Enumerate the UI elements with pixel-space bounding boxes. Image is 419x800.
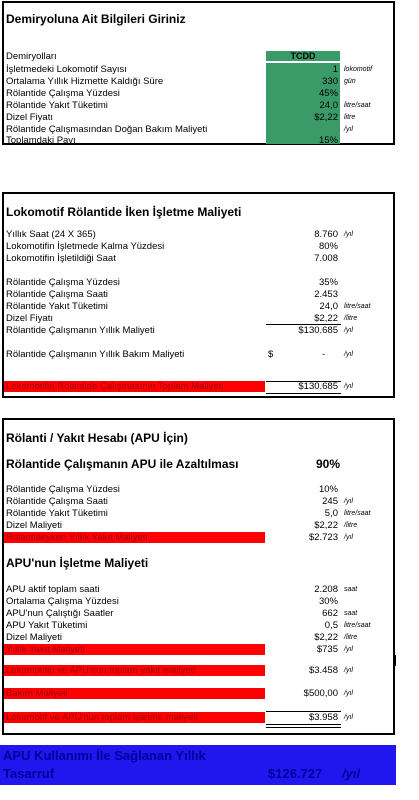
annual-maintenance-unit: /yıl (344, 351, 353, 358)
in-service-percent-value: 80% (318, 241, 338, 252)
annual-idle-cost-value: $130.685 (298, 325, 338, 336)
apu-diesel-cost-label: Dizel Maliyeti (6, 632, 62, 643)
diesel-price-unit: /litre (344, 315, 358, 322)
total-double-rule (266, 393, 341, 397)
in-service-percent-label: Lokomotifin İşletmede Kalma Yüzdesi (6, 241, 165, 252)
reduction-value: 90% (316, 457, 341, 471)
diesel-price-label: Dizel Fiyatı (6, 112, 53, 123)
idle-percent-label: Rölantide Çalışma Yüzdesi (6, 88, 120, 99)
diesel-cost-value: $2,22 (314, 520, 338, 531)
apu-avg-percent-label: Ortalama Çalışma Yüzdesi (6, 596, 119, 607)
apu-fuel-value: 0,5 (324, 620, 338, 631)
diesel-price-field[interactable]: $2,22 (314, 112, 338, 123)
idle-percent-field[interactable]: 45% (318, 88, 338, 99)
diesel-price-value: $2,22 (314, 313, 338, 324)
idle-fuel-value: 24,0 (319, 301, 338, 312)
locomotive-count-label: İşletmedeki Lokomotif Sayısı (6, 64, 127, 75)
apu-diesel-cost-value: $2,22 (314, 632, 338, 643)
idle-fuel-cost-label: Rölantideyken Yıllık Yakıt Maliyeti (6, 532, 148, 543)
operated-hours-label: Lokomotifin İşletildiği Saat (6, 253, 116, 264)
combined-fuel-label: Lokomotifin ve APU'nun toplam yakıt maliyeti (6, 665, 196, 676)
maintenance-value: $500,00 (303, 688, 338, 699)
idle-hours-value: 2.453 (314, 289, 338, 300)
annual-savings-banner (0, 745, 396, 785)
share-field[interactable]: 15% (318, 135, 338, 146)
idle-fuel-cost-unit: /yıl (344, 534, 353, 541)
apu-fuel-cost-unit: /yıl (344, 646, 353, 653)
railway-name-field[interactable]: TCDD (290, 51, 316, 61)
reduced-idle-fuel-unit: litre/saat (344, 510, 371, 517)
apu-run-hours-label: APU'nun Çalıştığı Saatler (6, 608, 114, 619)
idle-fuel-field[interactable]: 24,0 (319, 100, 338, 111)
apu-active-hours-unit: saat (344, 586, 358, 593)
section-title: Rölanti / Yakıt Hesabı (APU İçin) (6, 431, 188, 445)
apu-diesel-cost-unit: /litre (344, 634, 358, 641)
railway-label: Demiryolları (6, 51, 57, 62)
reduced-idle-fuel-label: Rölantide Yakıt Tüketimi (6, 508, 108, 519)
total-idle-cost-value: $130.685 (298, 381, 338, 392)
apu-fuel-cost-value: $735 (316, 644, 338, 655)
locomotive-count-unit: lokomotif (344, 66, 373, 73)
annual-maintenance-value: - (322, 349, 326, 360)
operated-hours-value: 7.008 (314, 253, 338, 264)
diesel-price-unit: litre (344, 114, 356, 121)
total-op-double-rule (266, 724, 341, 728)
idle-fuel-cost-value: $2.723 (308, 532, 338, 543)
reduced-idle-fuel-value: 5,0 (324, 508, 338, 519)
reduced-idle-percent-value: 10% (318, 484, 338, 495)
share-label: Toplamdaki Payı (6, 135, 76, 146)
apu-avg-percent-value: 30% (318, 596, 338, 607)
annual-hours-label: Yıllık Saat (24 X 365) (6, 229, 96, 240)
idle-percent-label: Rölantide Çalışma Yüzdesi (6, 277, 120, 288)
savings-title-line2: Tasarruf (3, 766, 55, 781)
idle-fuel-label: Rölantide Yakıt Tüketimi (6, 301, 108, 312)
maintenance-label: Bakım Maliyeti (6, 688, 68, 699)
reduced-idle-hours-label: Rölantide Çalışma Saati (6, 496, 108, 507)
combined-fuel-value: $3.458 (308, 665, 338, 676)
section-title: Demiryoluna Ait Bilgileri Giriniz (6, 12, 186, 26)
sheet-edge-mark (393, 655, 396, 666)
savings-value: $126.727 (268, 766, 323, 781)
reduced-idle-hours-unit: /yıl (344, 498, 353, 505)
savings-unit: /yıl (342, 766, 361, 781)
annual-maintenance-currency: $ (268, 349, 274, 360)
diesel-cost-unit: /litre (344, 522, 358, 529)
total-op-cost-label: Lokomotif ve APU'nun toplam işletme maliyeti (6, 712, 198, 723)
diesel-price-label: Dizel Fiyatı (6, 313, 53, 324)
idle-fuel-unit: litre/saat (344, 102, 371, 109)
apu-run-hours-value: 662 (322, 608, 338, 619)
maintenance-unit: /yıl (344, 690, 353, 697)
service-duration-field[interactable]: 330 (322, 76, 338, 87)
maintenance-cost-unit: /yıl (344, 126, 353, 133)
reduced-idle-hours-value: 245 (322, 496, 338, 507)
total-op-cost-unit: /yıl (344, 714, 353, 721)
annual-idle-cost-unit: /yıl (344, 327, 353, 334)
savings-title-line1: APU Kullanımı İle Sağlanan Yıllık (3, 748, 206, 763)
idle-hours-label: Rölantide Çalışma Saati (6, 289, 108, 300)
service-duration-unit: gün (344, 78, 356, 85)
total-op-cost-value: $3.958 (308, 712, 338, 723)
apu-run-hours-unit: saat (344, 610, 358, 617)
apu-cost-title: APU'nun İşletme Maliyeti (6, 556, 149, 570)
diesel-cost-label: Dizel Maliyeti (6, 520, 62, 531)
apu-active-hours-value: 2.208 (314, 584, 338, 595)
section-title: Lokomotif Rölantide İken İşletme Maliyeti (6, 205, 242, 219)
idle-fuel-label: Rölantide Yakıt Tüketimi (6, 100, 108, 111)
annual-idle-cost-label: Rölantide Çalışmanın Yıllık Maliyeti (6, 325, 155, 336)
combined-fuel-unit: /yıl (344, 667, 353, 674)
apu-active-hours-label: APU aktif toplam saati (6, 584, 100, 595)
apu-fuel-label: APU Yakıt Tüketimi (6, 620, 88, 631)
total-idle-cost-unit: /yıl (344, 383, 353, 390)
annual-maintenance-label: Rölantide Çalışmanın Yıllık Bakım Maliyeti (6, 349, 185, 360)
apu-fuel-cost-label: Yıllık Yakıt Maliyeti (6, 644, 85, 655)
reduction-title: Rölantide Çalışmanın APU ile Azaltılması (6, 457, 239, 471)
locomotive-count-field[interactable]: 1 (332, 64, 338, 75)
annual-hours-unit: /yıl (344, 231, 353, 238)
maintenance-cost-label: Rölantide Çalışmasından Doğan Bakım Maliyeti (6, 124, 208, 135)
reduced-idle-percent-label: Rölantide Çalışma Yüzdesi (6, 484, 120, 495)
total-idle-cost-label: Lokomotifin Rölantide Çalışmasının Toplam Maliyeti (6, 381, 224, 392)
apu-fuel-unit: litre/saat (344, 622, 371, 629)
railway-info-section (2, 1, 395, 145)
annual-hours-value: 8.760 (314, 229, 338, 240)
apu-fuel-section (2, 418, 395, 735)
service-duration-label: Ortalama Yıllık Hizmette Kaldığı Süre (6, 76, 164, 87)
idle-percent-value: 35% (318, 277, 338, 288)
idle-operating-cost-section (2, 192, 395, 398)
idle-fuel-unit: litre/saat (344, 303, 371, 310)
